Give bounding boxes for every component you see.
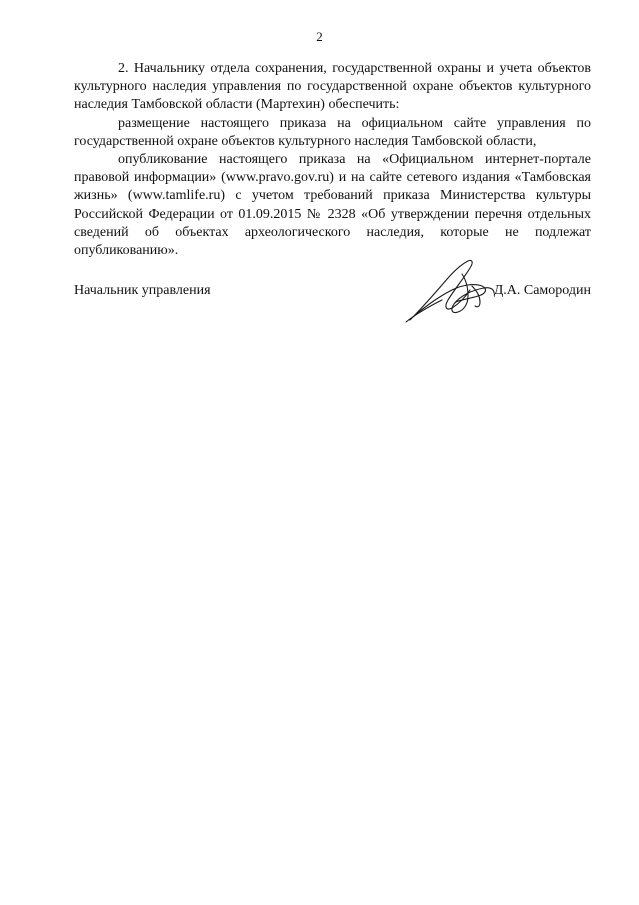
page-number: 2 bbox=[316, 29, 323, 44]
paragraph-website-posting: размещение настоящего приказа на официальном сайте управления по государственной охране объектов культурного наследия Тамбовской области, bbox=[74, 115, 591, 149]
handwritten-signature bbox=[402, 256, 500, 324]
paragraph-publication: опубликование настоящего приказа на «Официальном интернет-портале правовой информации» (www.pravo.gov.ru) и на сайте сетевого издания «Тамбовская жизнь» (www.tamlife.ru) с учетом требований приказа Министерства культуры Российской Федерации от 01.09.2015 № 2328 «Об утверждении перечня отдельных сведений об объектах археологического наследия, которые не подлежат опубликованию». bbox=[74, 152, 591, 259]
document-body bbox=[74, 60, 591, 260]
signatory-name: Д.А. Самородин bbox=[493, 283, 591, 298]
signature-block bbox=[74, 282, 591, 322]
paragraph-instruction: 2. Начальнику отдела сохранения, государственной охраны и учета объектов культурного наследия управления по государственной охране объектов культурного наследия Тамбовской области (Мартехин) обеспечить: bbox=[74, 61, 591, 113]
signatory-position: Начальник управления bbox=[74, 283, 211, 298]
